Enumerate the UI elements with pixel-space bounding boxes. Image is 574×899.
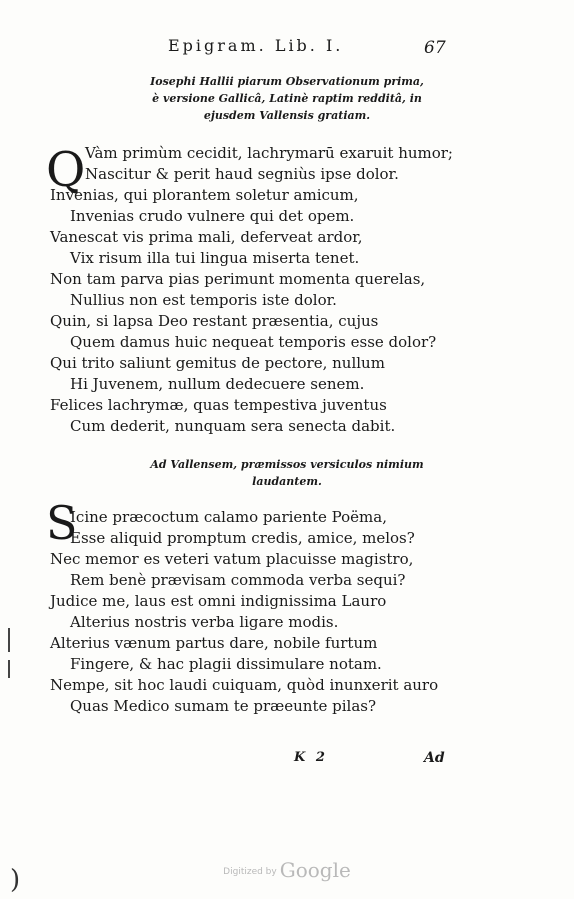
verse-line: Vàm primùm cecidit, lachrymarū exaruit humor; (85, 144, 453, 162)
drop-cap-q: Q (46, 142, 86, 198)
margin-scan-mark (8, 660, 10, 678)
catchword: Ad (424, 750, 445, 766)
poem2-heading-line-1: Ad Vallensem, præmissos versiculos nimium (150, 458, 424, 471)
verse-line: Alterius nostris verba ligare modis. (70, 613, 339, 631)
verse-line: Hi Juvenem, nullum dedecuere senem. (70, 375, 365, 393)
watermark-small-text: Digitized by (223, 867, 277, 877)
verse-line: Nec memor es veteri vatum placuisse magistro, (50, 550, 414, 568)
poem1-heading-line-1: Iosephi Hallii piarum Observationum prima, (150, 75, 424, 88)
verse-line: Icine præcoctum calamo pariente Poëma, (70, 508, 387, 526)
poem2-heading-line-2: laudantem. (252, 475, 322, 488)
watermark-logo-text: Google (279, 858, 351, 882)
verse-line: Nullius non est temporis iste dolor. (70, 291, 337, 309)
verse-line: Esse aliquid promptum credis, amice, melos? (70, 529, 415, 547)
verse-line: Invenias, qui plorantem soletur amicum, (50, 186, 359, 204)
verse-line: Vix risum illa tui lingua miserta tenet. (70, 249, 360, 267)
page-number: 67 (424, 38, 446, 58)
drop-cap-s: S (46, 496, 78, 550)
verse-line: Fingere, & hac plagii dissimulare notam. (70, 655, 382, 673)
verse-line: Qui trito saliunt gemitus de pectore, nullum (50, 354, 385, 372)
poem1-heading-line-2: è versione Gallicâ, Latinè raptim redditâ, in (152, 92, 422, 105)
verse-line: Cum dederit, nunquam sera senecta dabit. (70, 417, 396, 435)
verse-line: Nempe, sit hoc laudi cuiquam, quòd inunxerit auro (50, 676, 439, 694)
verse-line: Felices lachrymæ, quas tempestiva juventus (50, 396, 387, 414)
verse-line: Alterius vænum partus dare, nobile furtum (50, 634, 378, 652)
verse-line: Quin, si lapsa Deo restant præsentia, cujus (50, 312, 379, 330)
verse-line: Rem benè prævisam commoda verba sequi? (70, 571, 406, 589)
digitization-watermark (0, 858, 574, 882)
verse-line: Nascitur & perit haud segniùs ipse dolor. (85, 165, 399, 183)
margin-bracket-mark: ) (10, 865, 21, 895)
verse-line: Judice me, laus est omni indignissima Lauro (50, 592, 387, 610)
poem1-heading-line-3: ejusdem Vallensis gratiam. (203, 109, 371, 122)
verse-line: Vanescat vis prima mali, deferveat ardor, (50, 228, 363, 246)
verse-line: Quas Medico sumam te præeunte pilas? (70, 697, 377, 715)
signature-mark: K 2 (294, 750, 328, 765)
running-head: Epigram. Lib. I. (168, 36, 344, 55)
verse-line: Quem damus huic nequeat temporis esse dolor? (70, 333, 437, 351)
verse-line: Non tam parva pias perimunt momenta querelas, (50, 270, 426, 288)
verse-line: Invenias crudo vulnere qui det opem. (70, 207, 355, 225)
margin-scan-mark (8, 628, 10, 652)
